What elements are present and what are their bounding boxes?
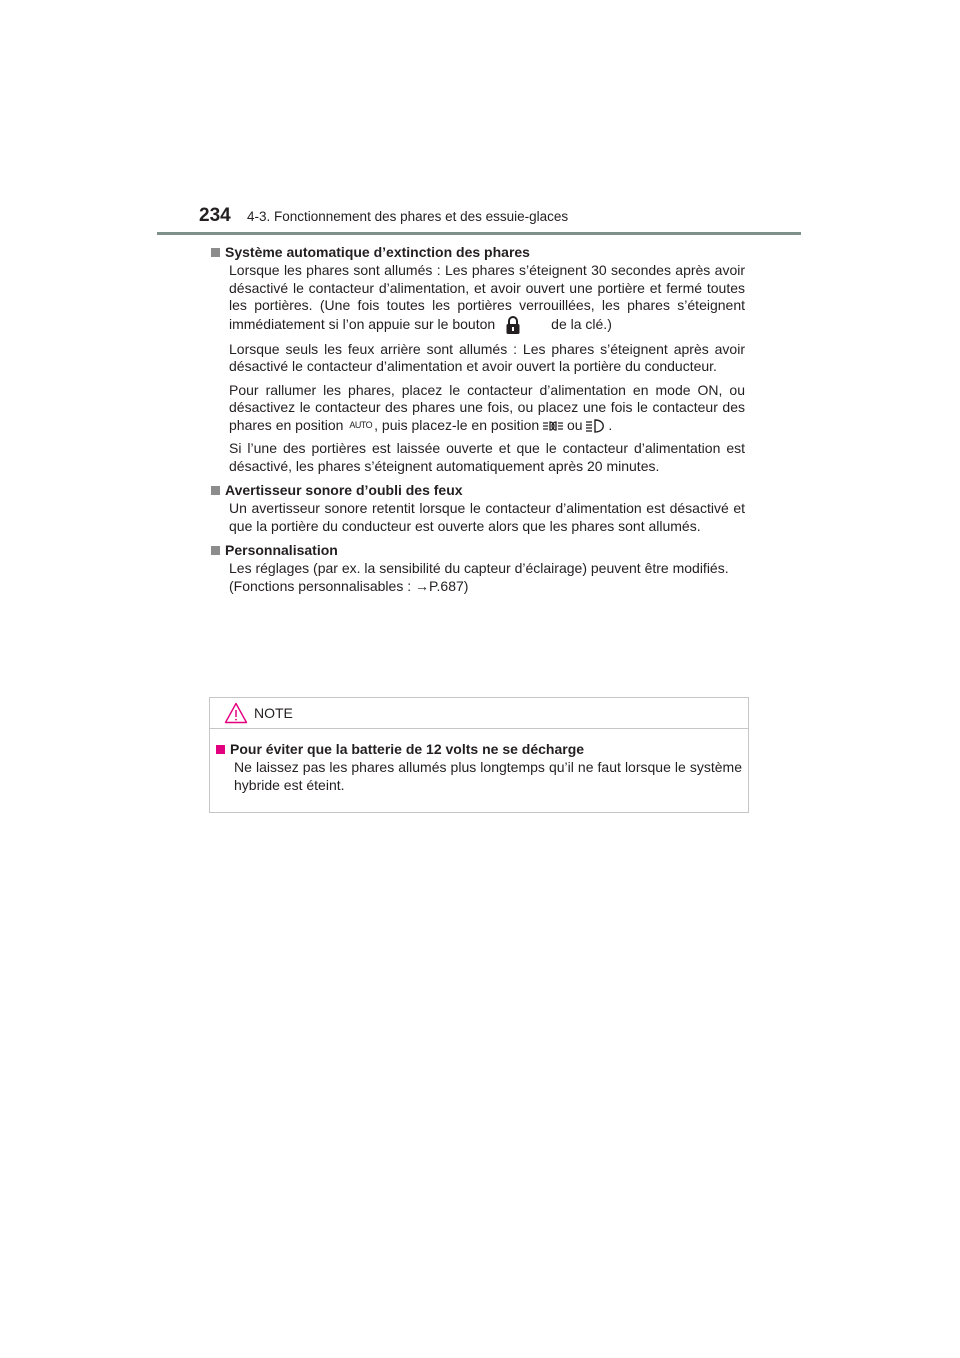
section-customization	[211, 541, 745, 595]
section-reminder-buzzer	[211, 481, 745, 535]
note-box	[209, 697, 749, 813]
page-number: 234	[199, 205, 231, 226]
paragraph: Pour rallumer les phares, placez le contacteur d’alimentation en mode ON, ou désactivez le contacteur des phares une fois, ou placez une fois le contacteur des phares en position AUTO , puis placez-le en position ou .	[229, 381, 745, 433]
note-paragraph: Ne laissez pas les phares allumés plus longtemps qu’il ne faut lorsque le système hybride est éteint.	[234, 759, 742, 793]
section-heading: Système automatique d’extinction des phares	[211, 243, 745, 262]
note-heading: Pour éviter que la batterie de 12 volts ne se décharge	[216, 740, 742, 759]
chapter-title: 4-3. Fonctionnement des phares et des essuie-glaces	[247, 209, 569, 224]
tail-light-icon	[543, 419, 563, 433]
paragraph: Les réglages (par ex. la sensibilité du capteur d’éclairage) peuvent être modifiés.	[229, 560, 729, 576]
paragraph: Un avertisseur sonore retentit lorsque le contacteur d’alimentation est désactivé et que la portière du conducteur est ouverte alors que les phares sont allumés.	[229, 500, 745, 534]
header-rule	[157, 232, 801, 235]
lock-icon	[505, 315, 521, 335]
square-bullet-icon	[216, 745, 225, 754]
page-reference: (Fonctions personnalisables : →P.687)	[229, 577, 469, 594]
square-bullet-icon	[211, 486, 220, 495]
section-auto-off	[211, 243, 745, 475]
paragraph: Lorsque les phares sont allumés : Les phares s’éteignent 30 secondes après avoir désactivé le contacteur d’alimentation, et avoir ouvert une portière et fermé toutes les portières. (Une fois toutes les portières verrouillées, les phares s’éteignent immédiatement si l’on appuie sur le bouton de la clé.)	[229, 262, 745, 335]
section-heading: Personnalisation	[211, 541, 745, 560]
section-heading: Avertisseur sonore d’oubli des feux	[211, 481, 745, 500]
auto-icon: AUTO	[349, 419, 373, 430]
warning-icon	[224, 702, 248, 724]
main-content	[211, 243, 745, 601]
square-bullet-icon	[211, 248, 220, 257]
paragraph: Lorsque seuls les feux arrière sont allumés : Les phares s’éteignent après avoir désactivé le contacteur d’alimentation et avoir ouvert la portière du conducteur.	[229, 340, 745, 374]
note-body	[210, 729, 748, 794]
note-header	[210, 698, 748, 729]
square-bullet-icon	[211, 546, 220, 555]
headlight-icon	[586, 418, 608, 434]
paragraph: Si l’une des portières est laissée ouverte et que le contacteur d’alimentation est désactivé, les phares s’éteignent automatiquement après 20 minutes.	[229, 440, 745, 474]
note-label: NOTE	[254, 705, 293, 721]
